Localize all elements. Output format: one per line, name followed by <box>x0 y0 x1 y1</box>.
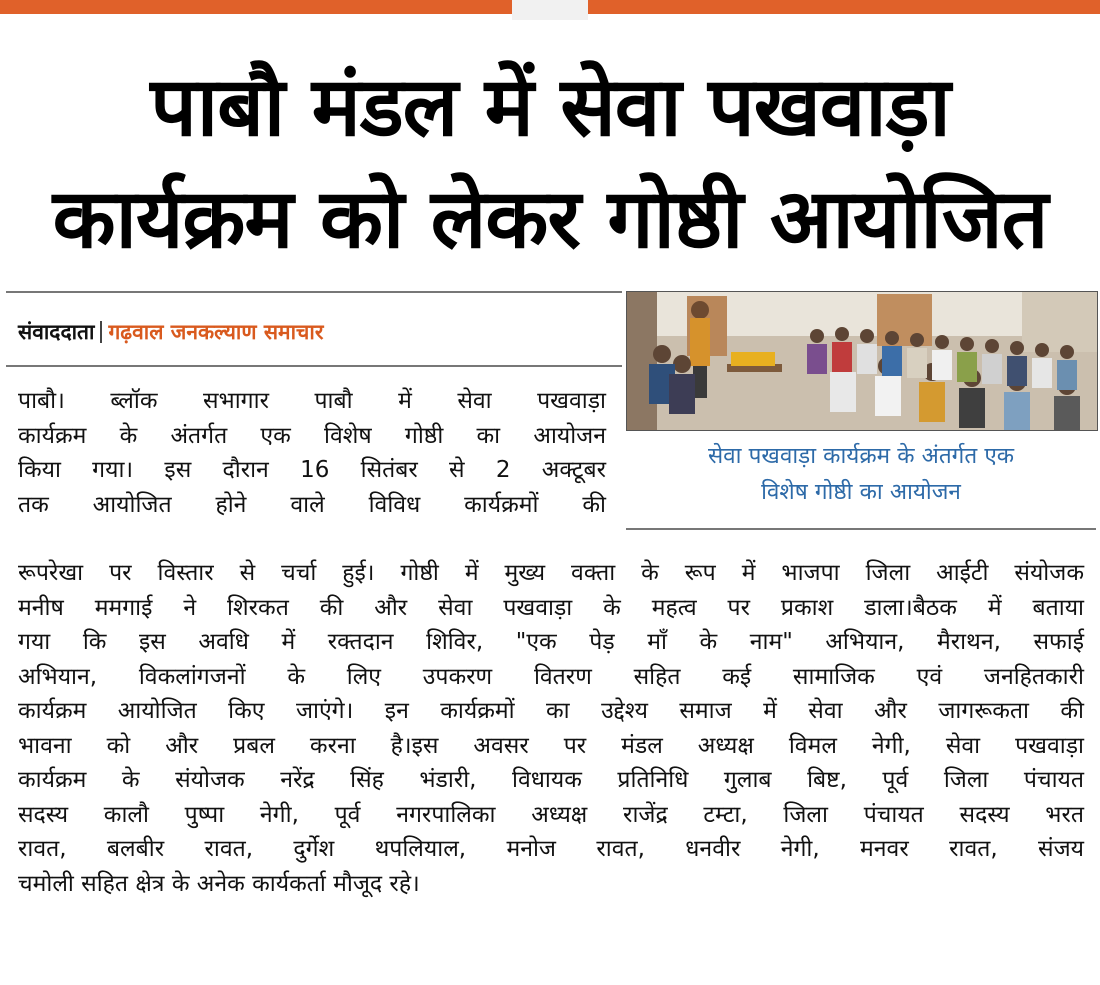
article-line: रूपरेखा पर विस्तार से चर्चा हुई। गोष्ठी में मुख्य वक्ता के रूप में भाजपा जिला आईटी संयोजक <box>18 560 1084 586</box>
byline-separator <box>100 321 102 343</box>
article-body-narrow <box>18 384 606 522</box>
article-line: कार्यक्रम के संयोजक नरेंद्र सिंह भंडारी, विधायक प्रतिनिधि गुलाब बिष्ट, पूर्व जिला पंचायत <box>18 767 1084 793</box>
divider-byline <box>6 365 622 367</box>
meeting-photo-illustration <box>627 292 1097 430</box>
article-line: सदस्य कालौ पुष्पा नेगी, पूर्व नगरपालिका अध्यक्ष राजेंद्र टम्टा, जिला पंचायत सदस्य भरत <box>18 801 1084 828</box>
headline-line-1: पाबौ मंडल में सेवा पखवाड़ा <box>150 60 950 155</box>
article-body-wide <box>18 556 1084 901</box>
photo-caption-line-2: विशेष गोष्ठी का आयोजन <box>761 479 961 505</box>
divider-caption <box>626 528 1096 530</box>
headline <box>0 52 1100 276</box>
top-banner-strip <box>0 0 1100 14</box>
article-line: गया कि इस अवधि में रक्तदान शिविर, "एक पेड़ माँ के नाम" अभियान, मैराथन, सफाई <box>18 629 1084 655</box>
article-line: भावना को और प्रबल करना है।इस अवसर पर मंडल अध्यक्ष विमल नेगी, सेवा पखवाड़ा <box>18 732 1084 759</box>
photo-caption-line-1: सेवा पखवाड़ा कार्यक्रम के अंतर्गत एक <box>707 443 1015 469</box>
article-line: मनीष ममगाई ने शिरकत की और सेवा पखवाड़ा के महत्व पर प्रकाश डाला।बैठक में बताया <box>18 594 1084 621</box>
divider-top <box>6 291 622 293</box>
article-line: चमोली सहित क्षेत्र के अनेक कार्यकर्ता मौजूद रहे। <box>18 870 420 897</box>
article-line: कार्यक्रम के अंतर्गत एक विशेष गोष्ठी का आयोजन <box>18 422 606 449</box>
photo-caption <box>626 438 1096 510</box>
meeting-photo <box>626 291 1098 431</box>
article-line: कार्यक्रम आयोजित किए जाएंगे। इन कार्यक्रमों का उद्देश्य समाज में सेवा और जागरूकता की <box>18 698 1084 724</box>
reporter-label: संवाददाता <box>18 320 95 344</box>
article-line: अभियान, विकलांगजनों के लिए उपकरण वितरण सहित कई सामाजिक एवं जनहितकारी <box>18 663 1084 690</box>
article-line: रावत, बलबीर रावत, दुर्गेश थपलियाल, मनोज रावत, धनवीर नेगी, मनवर रावत, संजय <box>18 836 1084 862</box>
byline <box>18 316 323 348</box>
article-line: पाबौ। ब्लॉक सभागार पाबौ में सेवा पखवाड़ा <box>18 388 606 414</box>
newspaper-name: गढ़वाल जनकल्याण समाचार <box>108 320 324 344</box>
headline-line-2: कार्यक्रम को लेकर गोष्ठी आयोजित <box>52 172 1048 267</box>
article-line: तक आयोजित होने वाले विविध कार्यक्रमों की <box>18 491 606 518</box>
top-tab <box>512 0 588 20</box>
article-line: किया गया। इस दौरान 16 सितंबर से 2 अक्टूबर <box>18 457 606 483</box>
